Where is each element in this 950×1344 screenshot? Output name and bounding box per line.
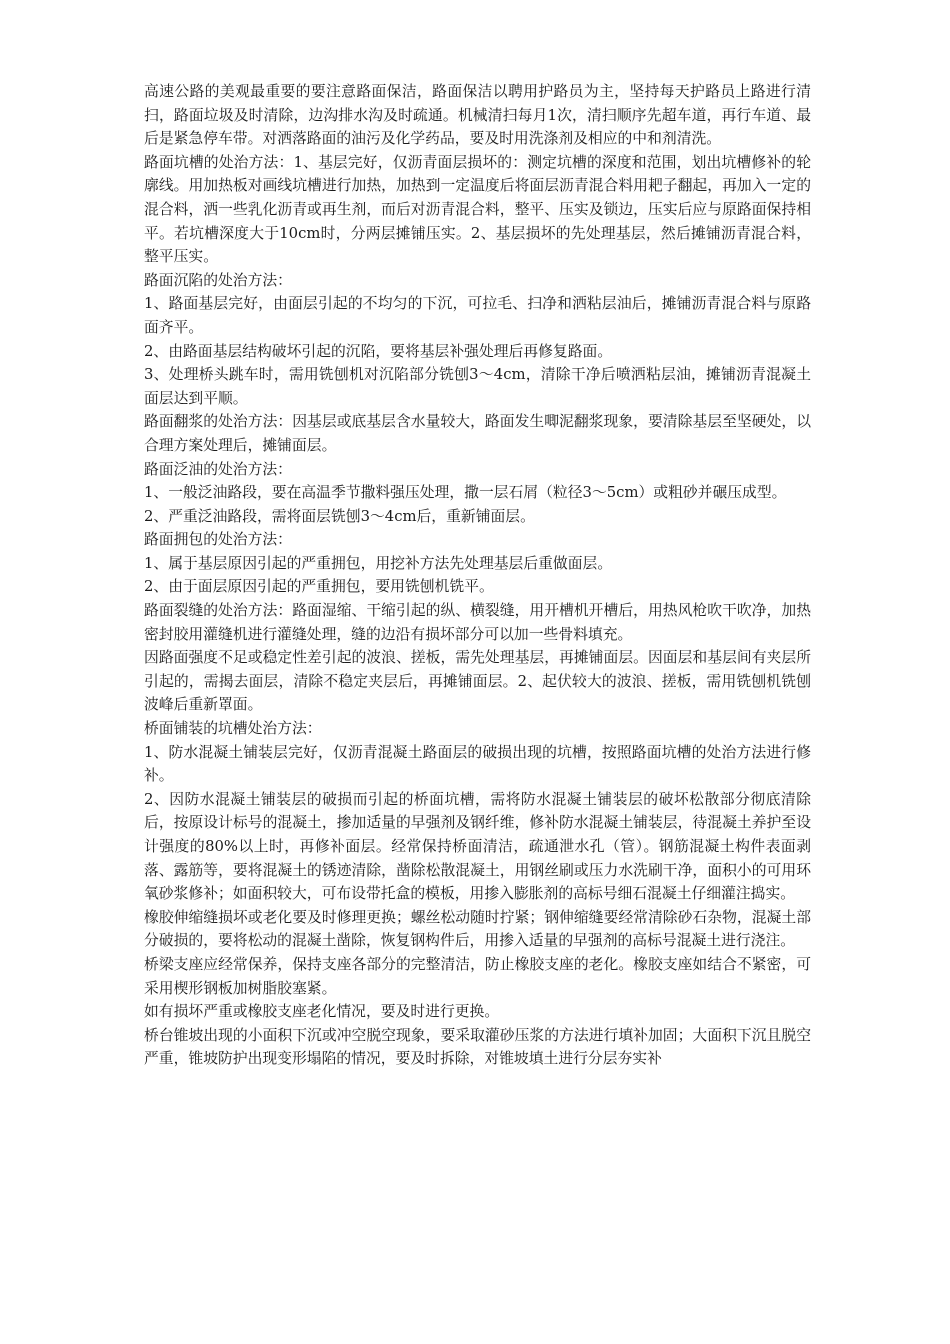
paragraph-bleeding-1: 1、一般泛油路段，要在高温季节撒料强压处理，撒一层石屑（粒径3～5cm）或粗砂并碾压成型。 <box>144 484 787 502</box>
paragraph-subsidence-2: 2、由路面基层结构破坏引起的沉陷，要将基层补强处理后再修复路面。 <box>144 342 613 360</box>
heading-shoving-treatment: 路面拥包的处治方法： <box>144 531 292 549</box>
heading-bridge-deck-pothole: 桥面铺装的坑槽处治方法： <box>144 720 322 738</box>
paragraph-bleeding-2: 2、严重泛油路段，需将面层铣刨3～4cm后，重新铺面层。 <box>144 507 535 525</box>
paragraph-bridge-deck-1: 1、防水混凝土铺装层完好，仅沥青混凝土路面层的破损出现的坑槽，按照路面坑槽的处治方法进行修补。 <box>144 743 811 785</box>
paragraph-subsidence-1: 1、路面基层完好，由面层引起的不均匀的下沉，可拉毛、扫净和洒粘层油后，摊铺沥青混合料与原路面齐平。 <box>144 295 811 336</box>
paragraph-shoving-1: 1、属于基层原因引起的严重拥包，用挖补方法先处理基层后重做面层。 <box>144 554 613 572</box>
paragraph-abutment-slope: 桥台锥坡出现的小面积下沉或冲空脱空现象，要采取灌砂压浆的方法进行填补加固；大面积下沉且脱空严重，锥坡防护出现变形塌陷的情况，要及时拆除，对锥坡填土进行分层夯实补 <box>144 1026 811 1068</box>
heading-bleeding-treatment: 路面泛油的处治方法： <box>144 460 292 478</box>
paragraph-bearing-maintenance: 桥梁支座应经常保养，保持支座各部分的完整清洁，防止橡胶支座的老化。橡胶支座如结合不紧密，可采用楔形钢板加树脂胶塞紧。 <box>144 955 811 997</box>
paragraph-road-cleaning: 高速公路的美观最重要的要注意路面保洁，路面保洁以聘用护路员为主，坚持每天护路员上路进行清扫，路面垃圾及时清除，边沟排水沟及时疏通。机械清扫每月1次，清扫顺序先超车道，再行车道、最后是紧急停车带。对洒落路面的油污及化学药品，要及时用洗涤剂及相应的中和剂清洗。 <box>144 83 811 148</box>
document-body <box>144 80 811 1071</box>
paragraph-corrugation: 因路面强度不足或稳定性差引起的波浪、搓板，需先处理基层，再摊铺面层。因面层和基层间有夹层所引起的，需揭去面层，清除不稳定夹层后，再摊铺面层。2、起伏较大的波浪、搓板，需用铣刨机铣刨波峰后重新罩面。 <box>144 649 811 714</box>
paragraph-subsidence-3: 3、处理桥头跳车时，需用铣刨机对沉陷部分铣刨3～4cm，清除干净后喷洒粘层油，摊铺沥青混凝土面层达到平顺。 <box>144 366 811 407</box>
paragraph-bridge-deck-2: 2、因防水混凝土铺装层的破损而引起的桥面坑槽，需将防水混凝土铺装层的破坏松散部分彻底清除后，按原设计标号的混凝土，掺加适量的早强剂及钢纤维，修补防水混凝土铺装层，待混凝土养护至设计强度的80%以上时，再修补面层。经常保持桥面清洁，疏通泄水孔（管）。钢筋混凝土构件表面剥落、露筋等，要将混凝土的锈迹清除，凿除松散混凝土，用钢丝刷或压力水洗刷干净，面积小的可用环氧砂浆修补；如面积较大，可布设带托盒的模板，用掺入膨胀剂的高标号细石混凝土仔细灌注捣实。 <box>144 790 811 903</box>
paragraph-expansion-joint: 橡胶伸缩缝损坏或老化要及时修理更换；螺丝松动随时拧紧；钢伸缩缝要经常清除砂石杂物，混凝土部分破损的，要将松动的混凝土凿除，恢复钢构件后，用掺入适量的早强剂的高标号混凝土进行浇注。 <box>144 908 811 950</box>
paragraph-bearing-replacement: 如有损坏严重或橡胶支座老化情况，要及时进行更换。 <box>144 1003 500 1021</box>
paragraph-crack-treatment: 路面裂缝的处治方法：路面湿缩、干缩引起的纵、横裂缝，用开槽机开槽后，用热风枪吹干吹净，加热密封胶用灌缝机进行灌缝处理，缝的边沿有损坏部分可以加一些骨料填充。 <box>144 602 811 643</box>
heading-subsidence-treatment: 路面沉陷的处治方法： <box>144 271 292 289</box>
paragraph-pothole-treatment: 路面坑槽的处治方法：1、基层完好，仅沥青面层损坏的：测定坑槽的深度和范围，划出坑槽修补的轮廓线。用加热板对画线坑槽进行加热，加热到一定温度后将面层沥青混合料用耙子翻起，再加入一定的混合料，洒一些乳化沥青或再生剂，而后对沥青混合料，整平、压实及锁边，压实后应与原路面保持相平。若坑槽深度大于10cm时，分两层摊铺压实。2、基层损坏的先处理基层，然后摊铺沥青混合料，整平压实。 <box>144 153 811 266</box>
paragraph-frost-boiling: 路面翻浆的处治方法：因基层或底基层含水量较大，路面发生唧泥翻浆现象，要清除基层至坚硬处，以合理方案处理后，摊铺面层。 <box>144 413 811 454</box>
paragraph-shoving-2: 2、由于面层原因引起的严重拥包，要用铣刨机铣平。 <box>144 578 494 596</box>
